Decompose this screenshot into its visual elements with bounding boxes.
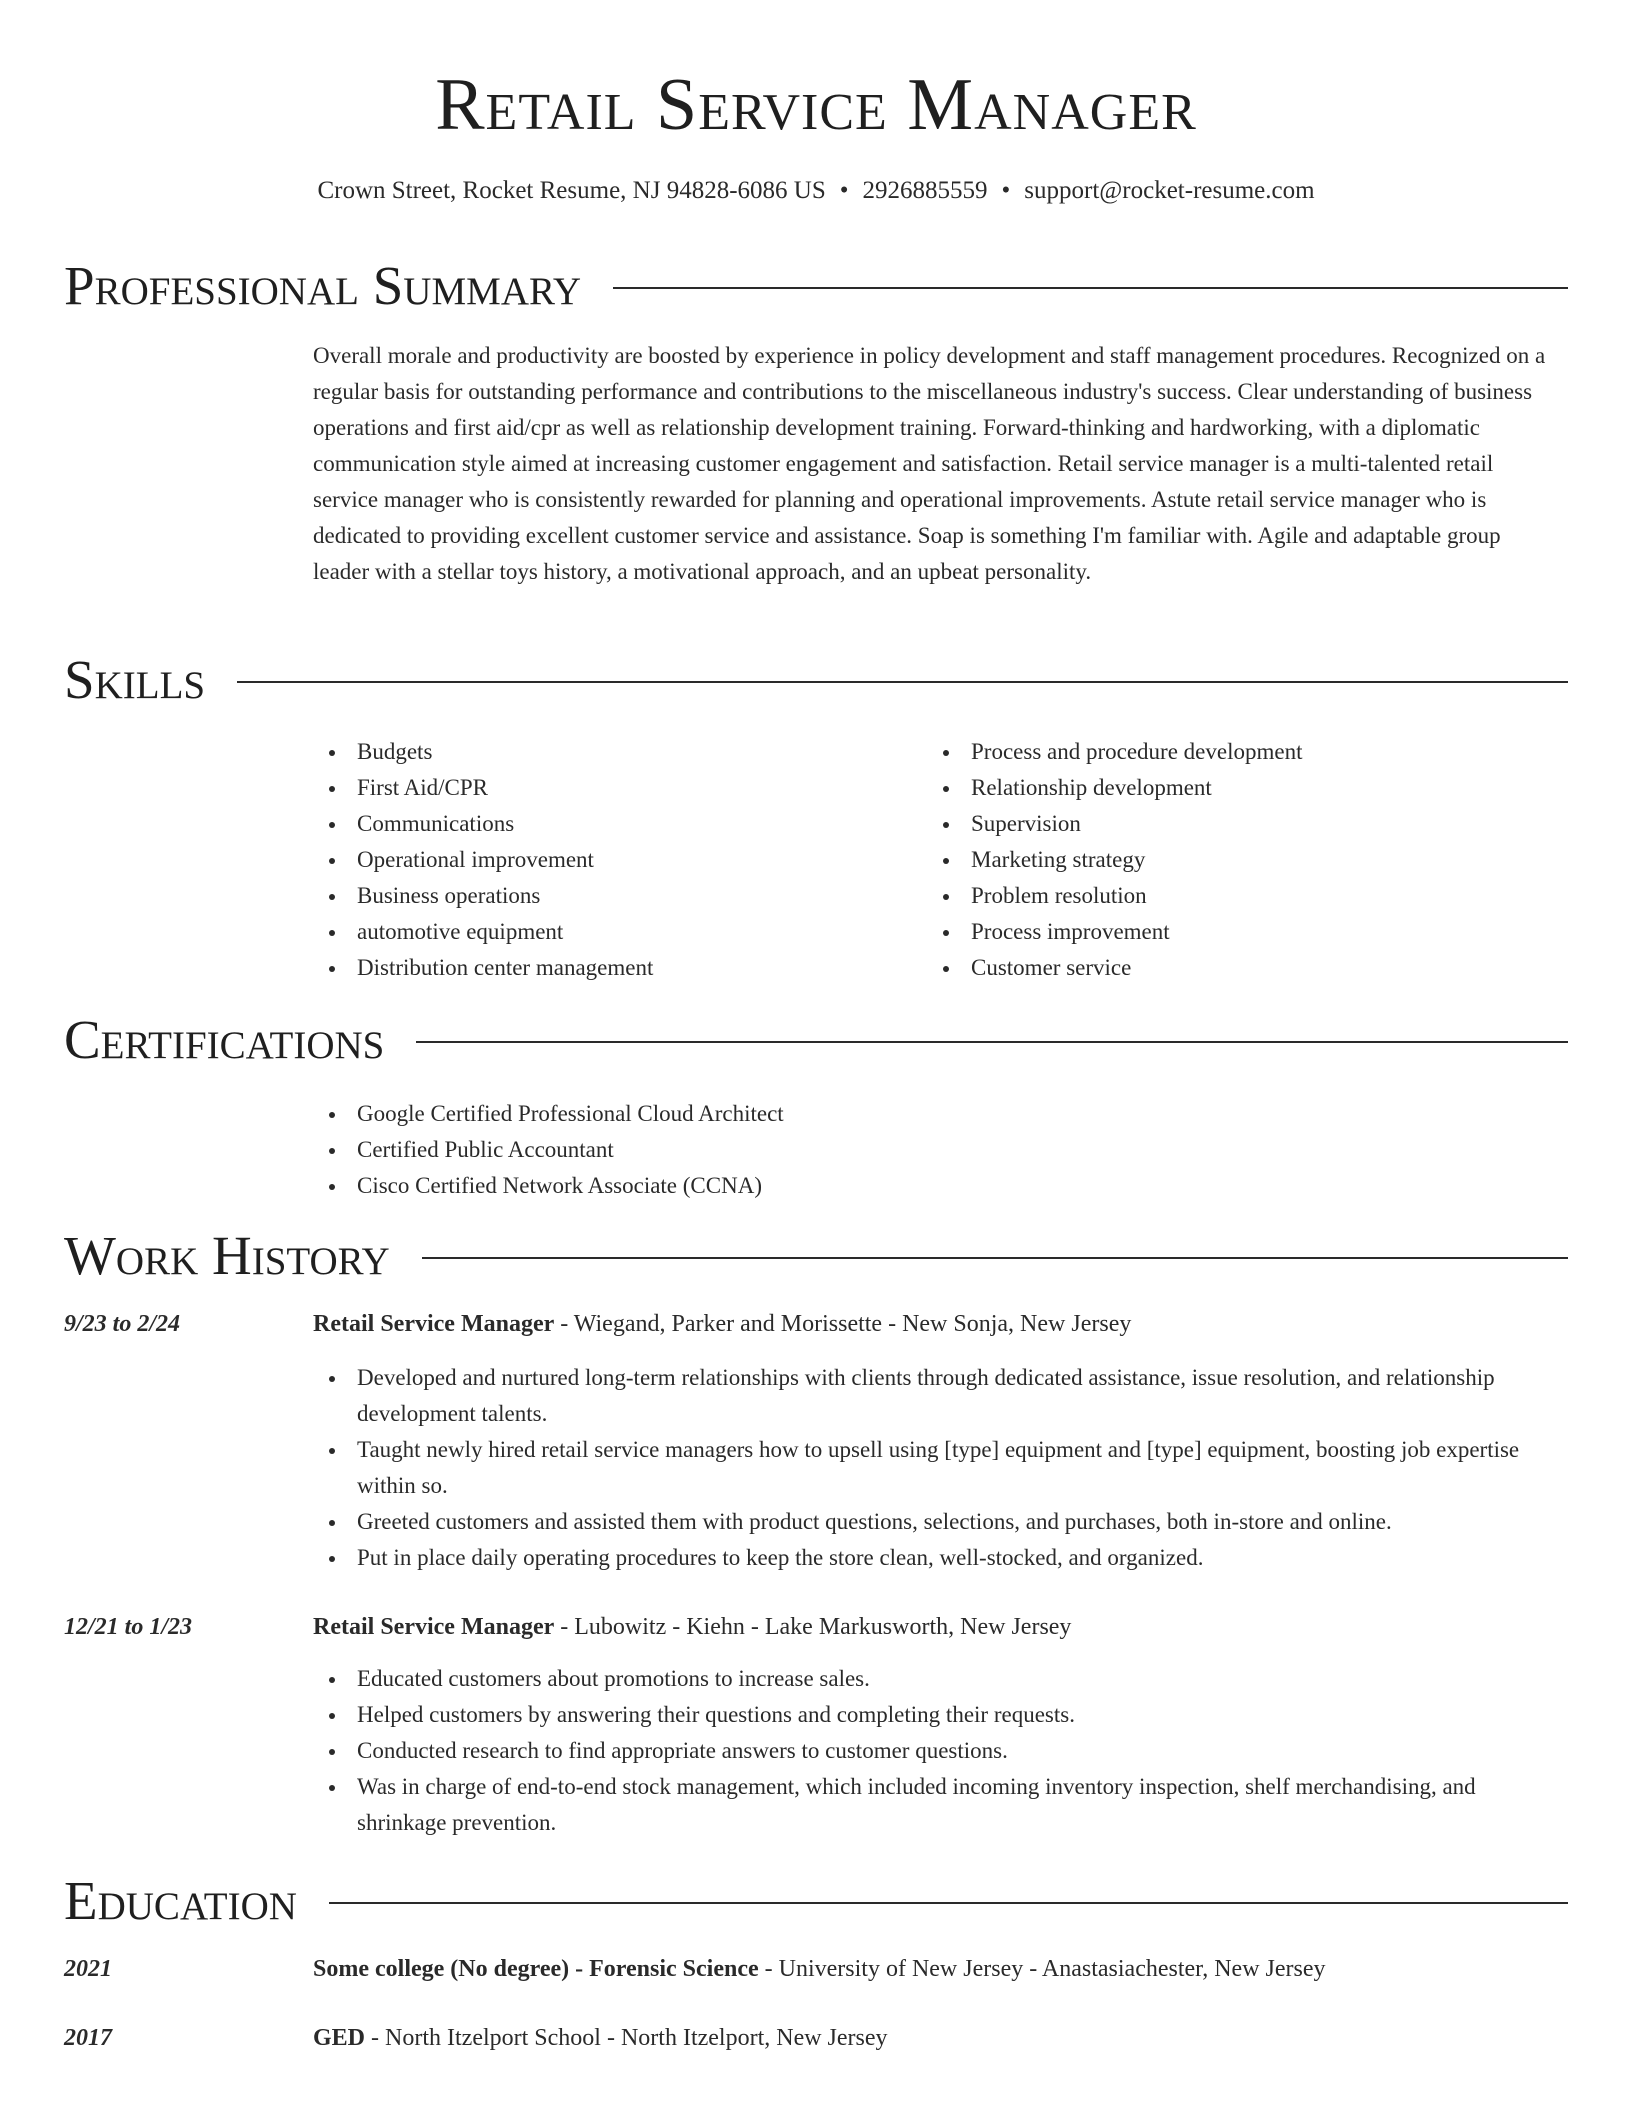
job-bullet: Educated customers about promotions to increase sales. <box>313 1661 1553 1697</box>
certifications-section-header <box>64 1005 1568 1075</box>
certifications-title: Certifications <box>64 1009 385 1070</box>
contact-line <box>0 174 1632 208</box>
education-details: - University of New Jersey - Anastasiachester, New Jersey <box>758 1956 1326 1982</box>
job-bullet: Was in charge of end-to-end stock management, which included incoming inventory inspection, shelf merchandising, and shrinkage prevention. <box>313 1769 1553 1841</box>
skill-item: Marketing strategy <box>927 842 1527 878</box>
section-divider <box>613 287 1568 289</box>
certification-item: Cisco Certified Network Associate (CCNA) <box>313 1168 1513 1204</box>
education-details: - North Itzelport School - North Itzelport, New Jersey <box>365 2025 888 2051</box>
contact-separator: • <box>839 177 849 204</box>
job-heading <box>313 1609 1563 1645</box>
skill-item: Operational improvement <box>313 842 913 878</box>
job-heading <box>313 1306 1563 1342</box>
section-divider <box>416 1041 1568 1043</box>
education-year: 2021 <box>64 1956 112 1982</box>
job-title: Retail Service Manager <box>313 1311 555 1337</box>
work-section-header <box>64 1221 1568 1291</box>
education-degree: Some college (No degree) - Forensic Science <box>313 1956 759 1982</box>
certification-item: Certified Public Accountant <box>313 1132 1513 1168</box>
summary-title: Professional Summary <box>64 255 582 316</box>
skills-section-header <box>64 645 1568 715</box>
skills-list-right <box>927 734 1527 986</box>
work-title: Work History <box>64 1225 390 1286</box>
section-divider <box>422 1257 1568 1259</box>
job-details: - Lubowitz - Kiehn - Lake Markusworth, New Jersey <box>554 1614 1072 1640</box>
skill-item: Supervision <box>927 806 1527 842</box>
job-bullet: Developed and nurtured long-term relationships with clients through dedicated assistance, issue resolution, and relationship development talents. <box>313 1360 1553 1432</box>
education-section-header <box>64 1866 1568 1936</box>
skill-item: First Aid/CPR <box>313 770 913 806</box>
job-bullet: Put in place daily operating procedures to keep the store clean, well-stocked, and organized. <box>313 1540 1553 1576</box>
skill-item: Problem resolution <box>927 878 1527 914</box>
job-bullet: Greeted customers and assisted them with product questions, selections, and purchases, both in-store and online. <box>313 1504 1553 1540</box>
contact-separator: • <box>1001 177 1011 204</box>
job-title: Retail Service Manager <box>313 1614 555 1640</box>
skill-item: Process and procedure development <box>927 734 1527 770</box>
skill-item: Distribution center management <box>313 950 913 986</box>
resume-name: Retail Service Manager <box>435 64 1197 146</box>
skill-item: automotive equipment <box>313 914 913 950</box>
summary-text: Overall morale and productivity are boosted by experience in policy development and staff management procedures. Recognized on a regular basis for outstanding performance and contributions to the miscellaneous industry's success. Clear understanding of business operations and first aid/cpr as well as relationship development training. Forward-thinking and hardworking, with a diplomatic communication style aimed at increasing customer engagement and satisfaction. Retail service manager is a multi-talented retail service manager who is consistently rewarded for planning and operational improvements. Astute retail service manager who is dedicated to providing excellent customer service and assistance. Soap is something I'm familiar with. Agile and adaptable group leader with a stellar toys history, a motivational approach, and an upbeat personality. <box>313 343 1546 584</box>
section-divider <box>237 681 1568 683</box>
job-bullet: Helped customers by answering their questions and completing their requests. <box>313 1697 1553 1733</box>
job-bullet: Conducted research to find appropriate answers to customer questions. <box>313 1733 1553 1769</box>
job-details: - Wiegand, Parker and Morissette - New Sonja, New Jersey <box>554 1311 1132 1337</box>
education-degree: GED <box>313 2025 366 2051</box>
skill-item: Process improvement <box>927 914 1527 950</box>
summary-section-header <box>64 251 1568 321</box>
contact-email: support@rocket-resume.com <box>1024 177 1315 204</box>
education-title: Education <box>64 1870 297 1931</box>
skills-title: Skills <box>64 649 206 710</box>
skill-item: Communications <box>313 806 913 842</box>
education-heading <box>313 2020 1563 2056</box>
contact-phone: 2926885559 <box>862 177 988 204</box>
skills-list-left <box>313 734 913 986</box>
job-bullets <box>313 1360 1553 1576</box>
certifications-list <box>313 1096 1513 1204</box>
job-dates: 12/21 to 1/23 <box>64 1614 193 1640</box>
section-divider <box>329 1902 1568 1904</box>
certification-item: Google Certified Professional Cloud Architect <box>313 1096 1513 1132</box>
job-bullet: Taught newly hired retail service managers how to upsell using [type] equipment and [type] equipment, boosting job expertise within so. <box>313 1432 1553 1504</box>
skill-item: Business operations <box>313 878 913 914</box>
education-year: 2017 <box>64 2025 112 2051</box>
contact-address: Crown Street, Rocket Resume, NJ 94828-6086 US <box>317 177 826 204</box>
skill-item: Budgets <box>313 734 913 770</box>
education-heading <box>313 1951 1563 1987</box>
job-bullets <box>313 1661 1553 1841</box>
skill-item: Relationship development <box>927 770 1527 806</box>
job-dates: 9/23 to 2/24 <box>64 1311 181 1337</box>
skill-item: Customer service <box>927 950 1527 986</box>
